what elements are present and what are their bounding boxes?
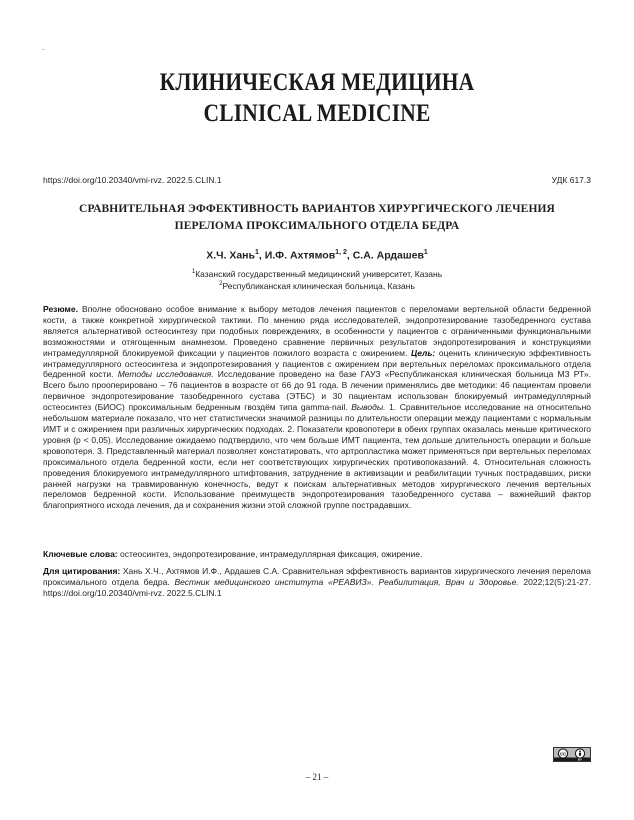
author-separator: , bbox=[258, 249, 265, 262]
doi-link[interactable]: https://doi.org/10.20340/vmi-rvz. 2022.5.CLIN.1 bbox=[43, 175, 222, 185]
article-title-line: ПЕРЕЛОМА ПРОКСИМАЛЬНОГО ОТДЕЛА БЕДРА bbox=[174, 220, 460, 232]
author-name: Х.Ч. Хань bbox=[206, 249, 255, 262]
affiliation bbox=[0, 279, 634, 292]
abstract-findings: 1. Сравнительное исследование на относительно небольшом материале показало, что нет статистически значимой разницы по длительности операции между пациентами с нормальным ИМТ и с ожирением при различных хирургических подходах. 2. Показатели кровопотери в обеих группах оказалась меньше критического уровня (р < 0,05). Исследование ожидаемо подтвердило, что чем больше ИМТ пациента, тем дольше длительность операции и больше кровопотеря. 3. Представленный материал позволяет констатировать, что артропластика может применяться при вертельных переломах проксимального отдела бедренной кости, если нет соответствующих хирургических противопоказаний. 4. Относительная сложность проведения блокируемого интрамедуллярного штифтования, затруднение в активизации и реабилитации тучных пострадавших, риски ранней нагрузки на травмированную конечность, ведут к поискам альтернативных методов хирургического лечения вертельных переломов бедренной кости. Использование преимуществ эндопротезирования тазобедренного сустава – важнейший фактор благоприятного исхода лечения, да и сохранения жизни этой сложной группе пострадавших. bbox=[43, 402, 591, 511]
journal-section-title-ru: КЛИНИЧЕСКАЯ МЕДИЦИНА bbox=[159, 69, 475, 96]
author-name: С.А. Ардашев bbox=[352, 249, 424, 262]
citation-label: Для цитирования: bbox=[43, 566, 121, 576]
citation-text: Хань Х.Ч., Ахтямов И.Ф., Ардашев С.А. Сравнительная эффективность вариантов хирургического лечения перелома проксимального отдела бедра. bbox=[43, 566, 591, 587]
abstract bbox=[43, 304, 591, 511]
udk-code: УДК 617.3 bbox=[551, 175, 591, 185]
by-person-body bbox=[579, 753, 581, 756]
abstract-goal: оценить клиническую эффективность интрамедуллярного остеосинтеза и эндопротезирования у пациентов с ожирением при вертельных переломах проксимального отдела бедренной кости. bbox=[43, 347, 591, 380]
creative-commons-by-icon[interactable] bbox=[553, 747, 591, 762]
affiliation-mark: 2 bbox=[219, 281, 223, 287]
article-title-line: СРАВНИТЕЛЬНАЯ ЭФФЕКТИВНОСТЬ ВАРИАНТОВ ХИРУРГИЧЕСКОГО ЛЕЧЕНИЯ bbox=[79, 203, 555, 215]
keywords-text: остеосинтез, эндопротезирование, интрамедуллярная фиксация, ожирение. bbox=[117, 549, 423, 559]
abstract-label: Резюме. bbox=[43, 304, 78, 314]
affiliation bbox=[0, 267, 634, 280]
abstract-findings-label: Выводы. bbox=[351, 402, 386, 413]
author-affiliation-mark: 1, 2 bbox=[335, 249, 347, 256]
journal-section-title-en: CLINICAL MEDICINE bbox=[203, 100, 431, 127]
affiliation-text: Казанский государственный медицинский университет, Казань bbox=[195, 268, 443, 279]
by-label: BY bbox=[577, 757, 583, 761]
license-badge-bar bbox=[554, 758, 590, 762]
author-affiliation-mark: 1 bbox=[254, 249, 259, 256]
abstract-methods: Исследование проведено на базе ГАУЗ «Республиканская клиническая больница МЗ РТ». Всего было прооперировано – 76 пациентов в возрасте от 66 до 91 года. В лечении применялись две методики: 46 пациентам провели первичное эндопротезирование тазобедренного сустава (ЭТБС) и 30 пациентам использован блокируемый интрамедуллярный остеосинтез (БИОС) проксимальным бедренным гвоздём типа gamma-nail. bbox=[43, 369, 591, 413]
page-number: – 21 – bbox=[305, 772, 329, 782]
article-meta-row bbox=[43, 175, 591, 186]
keywords-label: Ключевые слова: bbox=[43, 549, 118, 559]
license-badge-graphic bbox=[554, 748, 590, 761]
abstract-goal-label: Цель: bbox=[411, 347, 436, 358]
citation-journal: Вестник медицинского института «РЕАВИЗ». Реабилитация, Врач и Здоровье. bbox=[174, 577, 519, 587]
author-name: И.Ф. Ахтямов bbox=[264, 249, 336, 262]
affiliation-text: Республиканская клиническая больница, Казань bbox=[222, 280, 415, 291]
cc-glyph: cc bbox=[560, 751, 566, 758]
affiliation-mark: 1 bbox=[191, 269, 196, 275]
stray-mark: . bbox=[42, 43, 45, 52]
by-person-head bbox=[579, 750, 581, 752]
abstract-intro: Вполне обосновано особое внимание к выбору методов лечения пациентов с переломами вертельной области бедренной кости, а также конкретной хирургической тактики. По мнению ряда исследователей, эндопротезирование тазобедренного сустава является альтернативой остеосинтезу при подобных повреждениях, в особенности у пациентов с ограниченными функциональными возможностями и отягощенным анамнезом. Проведено сравнение первичных результатов эндопротезирования и конструкциями интрамедуллярной блокируемой фиксации у пациентов пожилого возраста с ожирением. bbox=[43, 304, 591, 358]
abstract-methods-label: Методы исследования. bbox=[117, 369, 214, 380]
author-list bbox=[0, 246, 634, 263]
citation bbox=[43, 566, 591, 599]
keywords bbox=[43, 549, 591, 560]
author-affiliation-mark: 1 bbox=[423, 249, 428, 256]
citation-tail[interactable]: 2022;12(5):21-27. https://doi.org/10.20340/vmi-rvz. 2022.5.CLIN.1 bbox=[43, 577, 591, 598]
author-separator: , bbox=[346, 249, 353, 262]
article-title bbox=[60, 201, 574, 235]
